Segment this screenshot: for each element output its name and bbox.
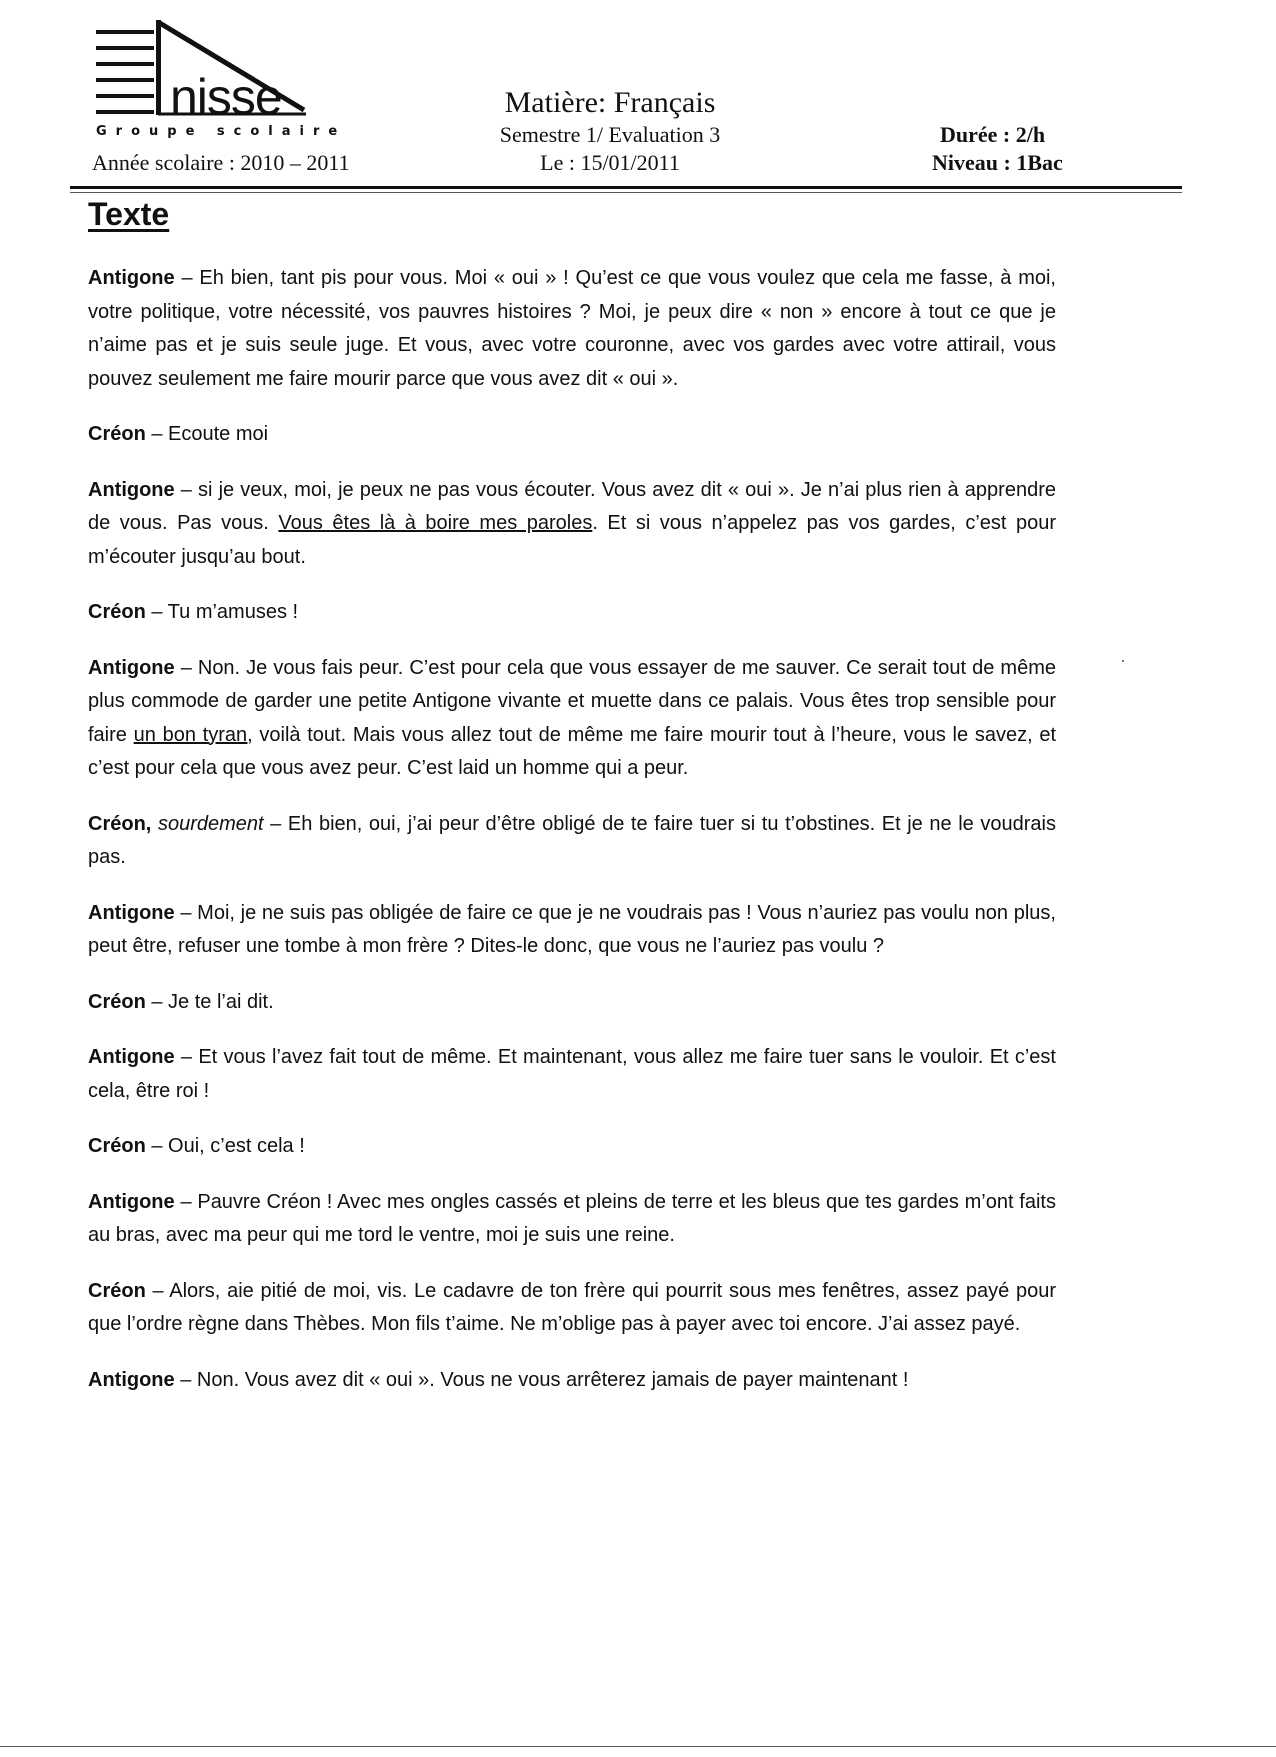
scan-speck bbox=[1122, 660, 1124, 662]
dialogue-line bbox=[88, 596, 1056, 630]
line-text: – Tu m’amuses ! bbox=[145, 601, 299, 623]
line-text: – Oui, c’est cela ! bbox=[145, 1135, 305, 1157]
speaker-name: Créon, bbox=[88, 812, 152, 835]
dialogue-line bbox=[88, 1130, 1056, 1164]
speaker-name: Antigone bbox=[88, 656, 175, 679]
header-divider bbox=[70, 186, 1182, 189]
page-bottom-line bbox=[0, 1746, 1276, 1747]
dialogue-line bbox=[88, 652, 1056, 786]
speaker-name: Créon bbox=[88, 1279, 146, 1302]
underlined-phrase: un bon tyran, bbox=[133, 723, 253, 746]
line-text: – Alors, aie pitié de moi, vis. Le cadavre de ton frère qui pourrit sous mes fenêtres, assez payé pour que l’ordre règne dans Thèbes. Mon fils t’aime. Ne m’oblige pas à payer avec toi encore. J’ai assez payé. bbox=[88, 1279, 1056, 1335]
underlined-phrase: Vous êtes là à boire mes paroles bbox=[278, 512, 593, 534]
subject-title: Matière: Français bbox=[504, 86, 716, 119]
line-text: – Eh bien, oui, j’ai peur d’être obligé de te faire tuer si tu t’obstines. Et je ne le voudrais pas. bbox=[88, 812, 1057, 868]
line-text: – Pauvre Créon ! Avec mes ongles cassés et pleins de terre et les bleus que tes gardes m’ont faits au bras, avec ma peur qui me tord le ventre, moi je suis une reine. bbox=[88, 1190, 1056, 1246]
line-text: – Moi, je ne suis pas obligée de faire ce que je ne voudrais pas ! Vous n’auriez pas voulu non plus, peut être, refuser une tombe à mon frère ? Dites-le donc, que vous ne l’auriez pas voulu ? bbox=[88, 901, 1056, 957]
speaker-name: Antigone bbox=[88, 1368, 175, 1391]
class-level: Niveau : 1Bac bbox=[932, 150, 1063, 175]
speaker-name: Antigone bbox=[88, 478, 175, 501]
speaker-name: Créon bbox=[88, 601, 146, 623]
dialogue-line bbox=[88, 418, 1056, 452]
line-text: – Ecoute moi bbox=[145, 423, 269, 445]
dialogue-text bbox=[88, 262, 1056, 1419]
header-divider-thin bbox=[70, 192, 1182, 193]
line-text: – Eh bien, tant pis pour vous. Moi « oui » ! Qu’est ce que vous voulez que cela me fasse, à moi, votre politique, votre nécessité, vos pauvres histoires ? Moi, je peux dire « non » encore à tout ce que je n’aime pas et je suis seule juge. Et vous, avec votre couronne, avec vos gardes avec votre attirail, vous pouvez seulement me faire mourir parce que vous avez dit « oui ». bbox=[88, 267, 1056, 390]
line-text: . Et si vous n’appelez pas vos gardes, c’est pour m’écouter jusqu’au bout. bbox=[88, 512, 1056, 568]
document-header bbox=[0, 0, 1276, 210]
dialogue-line bbox=[88, 1275, 1056, 1342]
speaker-name: Antigone bbox=[88, 1190, 175, 1213]
line-text: – Je te l’ai dit. bbox=[145, 990, 274, 1013]
line-text: voilà tout. Mais vous allez tout de même me faire mourir tout à l’heure, vous le savez, et c’est pour cela que vous avez peur. C’est laid un homme qui a peur. bbox=[88, 723, 1057, 779]
line-text: – si je veux, moi, je peux ne pas vous écouter. Vous avez dit « oui ». Je n’ai plus rien à apprendre de vous. Pas vous. bbox=[88, 478, 1056, 534]
school-logo bbox=[96, 20, 366, 140]
dialogue-line bbox=[88, 1041, 1056, 1108]
exam-date: Le : 15/01/2011 bbox=[540, 150, 680, 175]
logo-subtitle: Groupe scolaire bbox=[96, 124, 347, 139]
line-text: – Non. Je vous fais peur. C’est pour cela que vous essayer de me sauver. Ce serait tout de même plus commode de garder une petite Antigone vivante et muette dans ce palais. Vous êtes trop sensible pour faire bbox=[88, 656, 1056, 746]
dialogue-line bbox=[88, 897, 1056, 964]
speaker-name: Antigone bbox=[88, 901, 175, 924]
speaker-name: Antigone bbox=[88, 1046, 175, 1068]
stage-direction: sourdement bbox=[157, 812, 264, 835]
dialogue-line bbox=[88, 262, 1056, 396]
speaker-name: Créon bbox=[88, 1135, 146, 1157]
exam-duration: Durée : 2/h bbox=[940, 122, 1046, 147]
speaker-name: Créon bbox=[88, 990, 146, 1013]
semester-label: Semestre 1/ Evaluation 3 bbox=[499, 122, 721, 147]
dialogue-line bbox=[88, 808, 1056, 875]
line-text: – Et vous l’avez fait tout de même. Et maintenant, vous allez me faire tuer sans le vouloir. Et c’est cela, être roi ! bbox=[88, 1046, 1056, 1102]
logo-name: nisse bbox=[170, 69, 282, 125]
dialogue-line bbox=[88, 1186, 1056, 1253]
dialogue-line bbox=[88, 474, 1056, 575]
speaker-name: Créon bbox=[88, 423, 146, 445]
dialogue-line bbox=[88, 986, 1056, 1020]
dialogue-line bbox=[88, 1364, 1056, 1398]
school-year: Année scolaire : 2010 – 2011 bbox=[92, 150, 350, 175]
line-text: – Non. Vous avez dit « oui ». Vous ne vous arrêterez jamais de payer maintenant ! bbox=[174, 1368, 909, 1391]
speaker-name: Antigone bbox=[88, 267, 175, 289]
section-title: Texte bbox=[88, 196, 170, 232]
